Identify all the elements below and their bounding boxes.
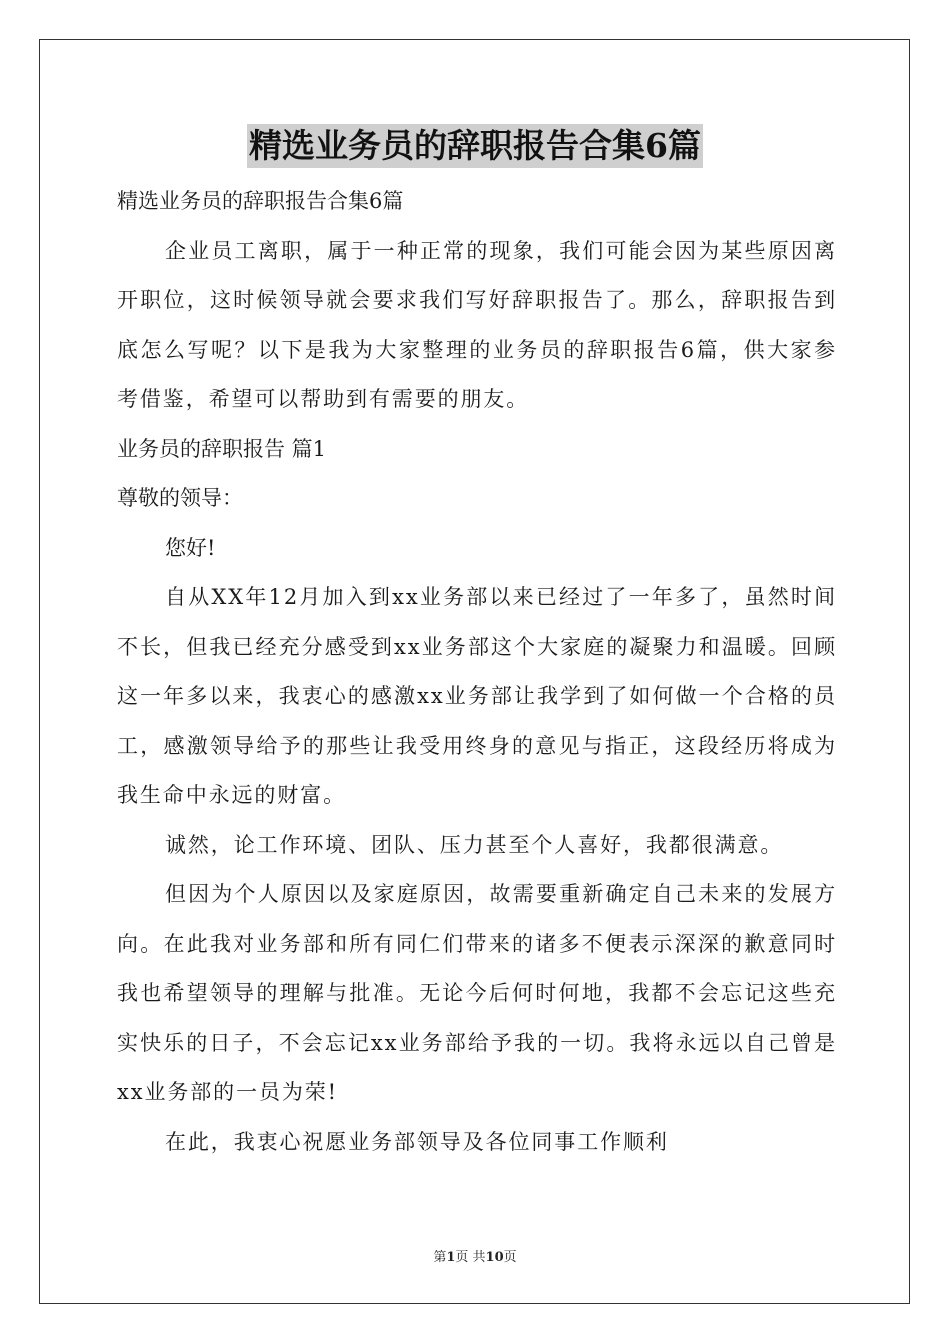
footer-page-current: 1 [446,1250,456,1265]
body-paragraph-4: 在此，我衷心祝愿业务部领导及各位同事工作顺利 [165,1129,669,1154]
footer-page-suffix: 页 [503,1250,517,1265]
footer-page-total: 10 [485,1250,504,1265]
page-footer [0,1246,950,1265]
footer-page-mid: 页 共 [455,1250,486,1265]
document-title: 精选业务员的辞职报告合集6篇 [247,124,703,168]
body-paragraph-3: 但因为个人原因以及家庭原因，故需要重新确定自己未来的发展方向。在此我对业务部和所有同仁们带来的诸多不便表示深深的歉意同时我也希望领导的理解与批准。无论今后何时何地，我都不会忘记这些充实快乐的日子，不会忘记xx业务部给予我的一切。我将永远以自己曾是xx业务部的一员为荣! [117,882,837,1104]
body-paragraph-1: 自从XX年12月加入到xx业务部以来已经过了一年多了，虽然时间不长，但我已经充分感受到xx业务部这个大家庭的凝聚力和温暖。回顾这一年多以来，我衷心的感激xx业务部让我学到了如何做一个合格的员工，感激领导给予的那些让我受用终身的意见与指正，这段经历将成为我生命中永远的财富。 [117,585,837,807]
footer-page-prefix: 第 [433,1250,447,1265]
section-heading: 业务员的辞职报告 篇1 [117,436,327,461]
document-subtitle: 精选业务员的辞职报告合集6篇 [117,189,404,213]
salutation: 尊敬的领导： [117,486,243,510]
title-container [0,124,950,168]
document-body [117,177,837,1167]
intro-paragraph: 企业员工离职，属于一种正常的现象，我们可能会因为某些原因离开职位，这时候领导就会要求我们写好辞职报告了。那么，辞职报告到底怎么写呢？以下是我为大家整理的业务员的辞职报告6篇，供大家参考借鉴，希望可以帮助到有需要的朋友。 [117,238,837,411]
greeting: 您好! [165,535,216,560]
body-paragraph-2: 诚然，论工作环境、团队、压力甚至个人喜好，我都很满意。 [165,832,784,857]
